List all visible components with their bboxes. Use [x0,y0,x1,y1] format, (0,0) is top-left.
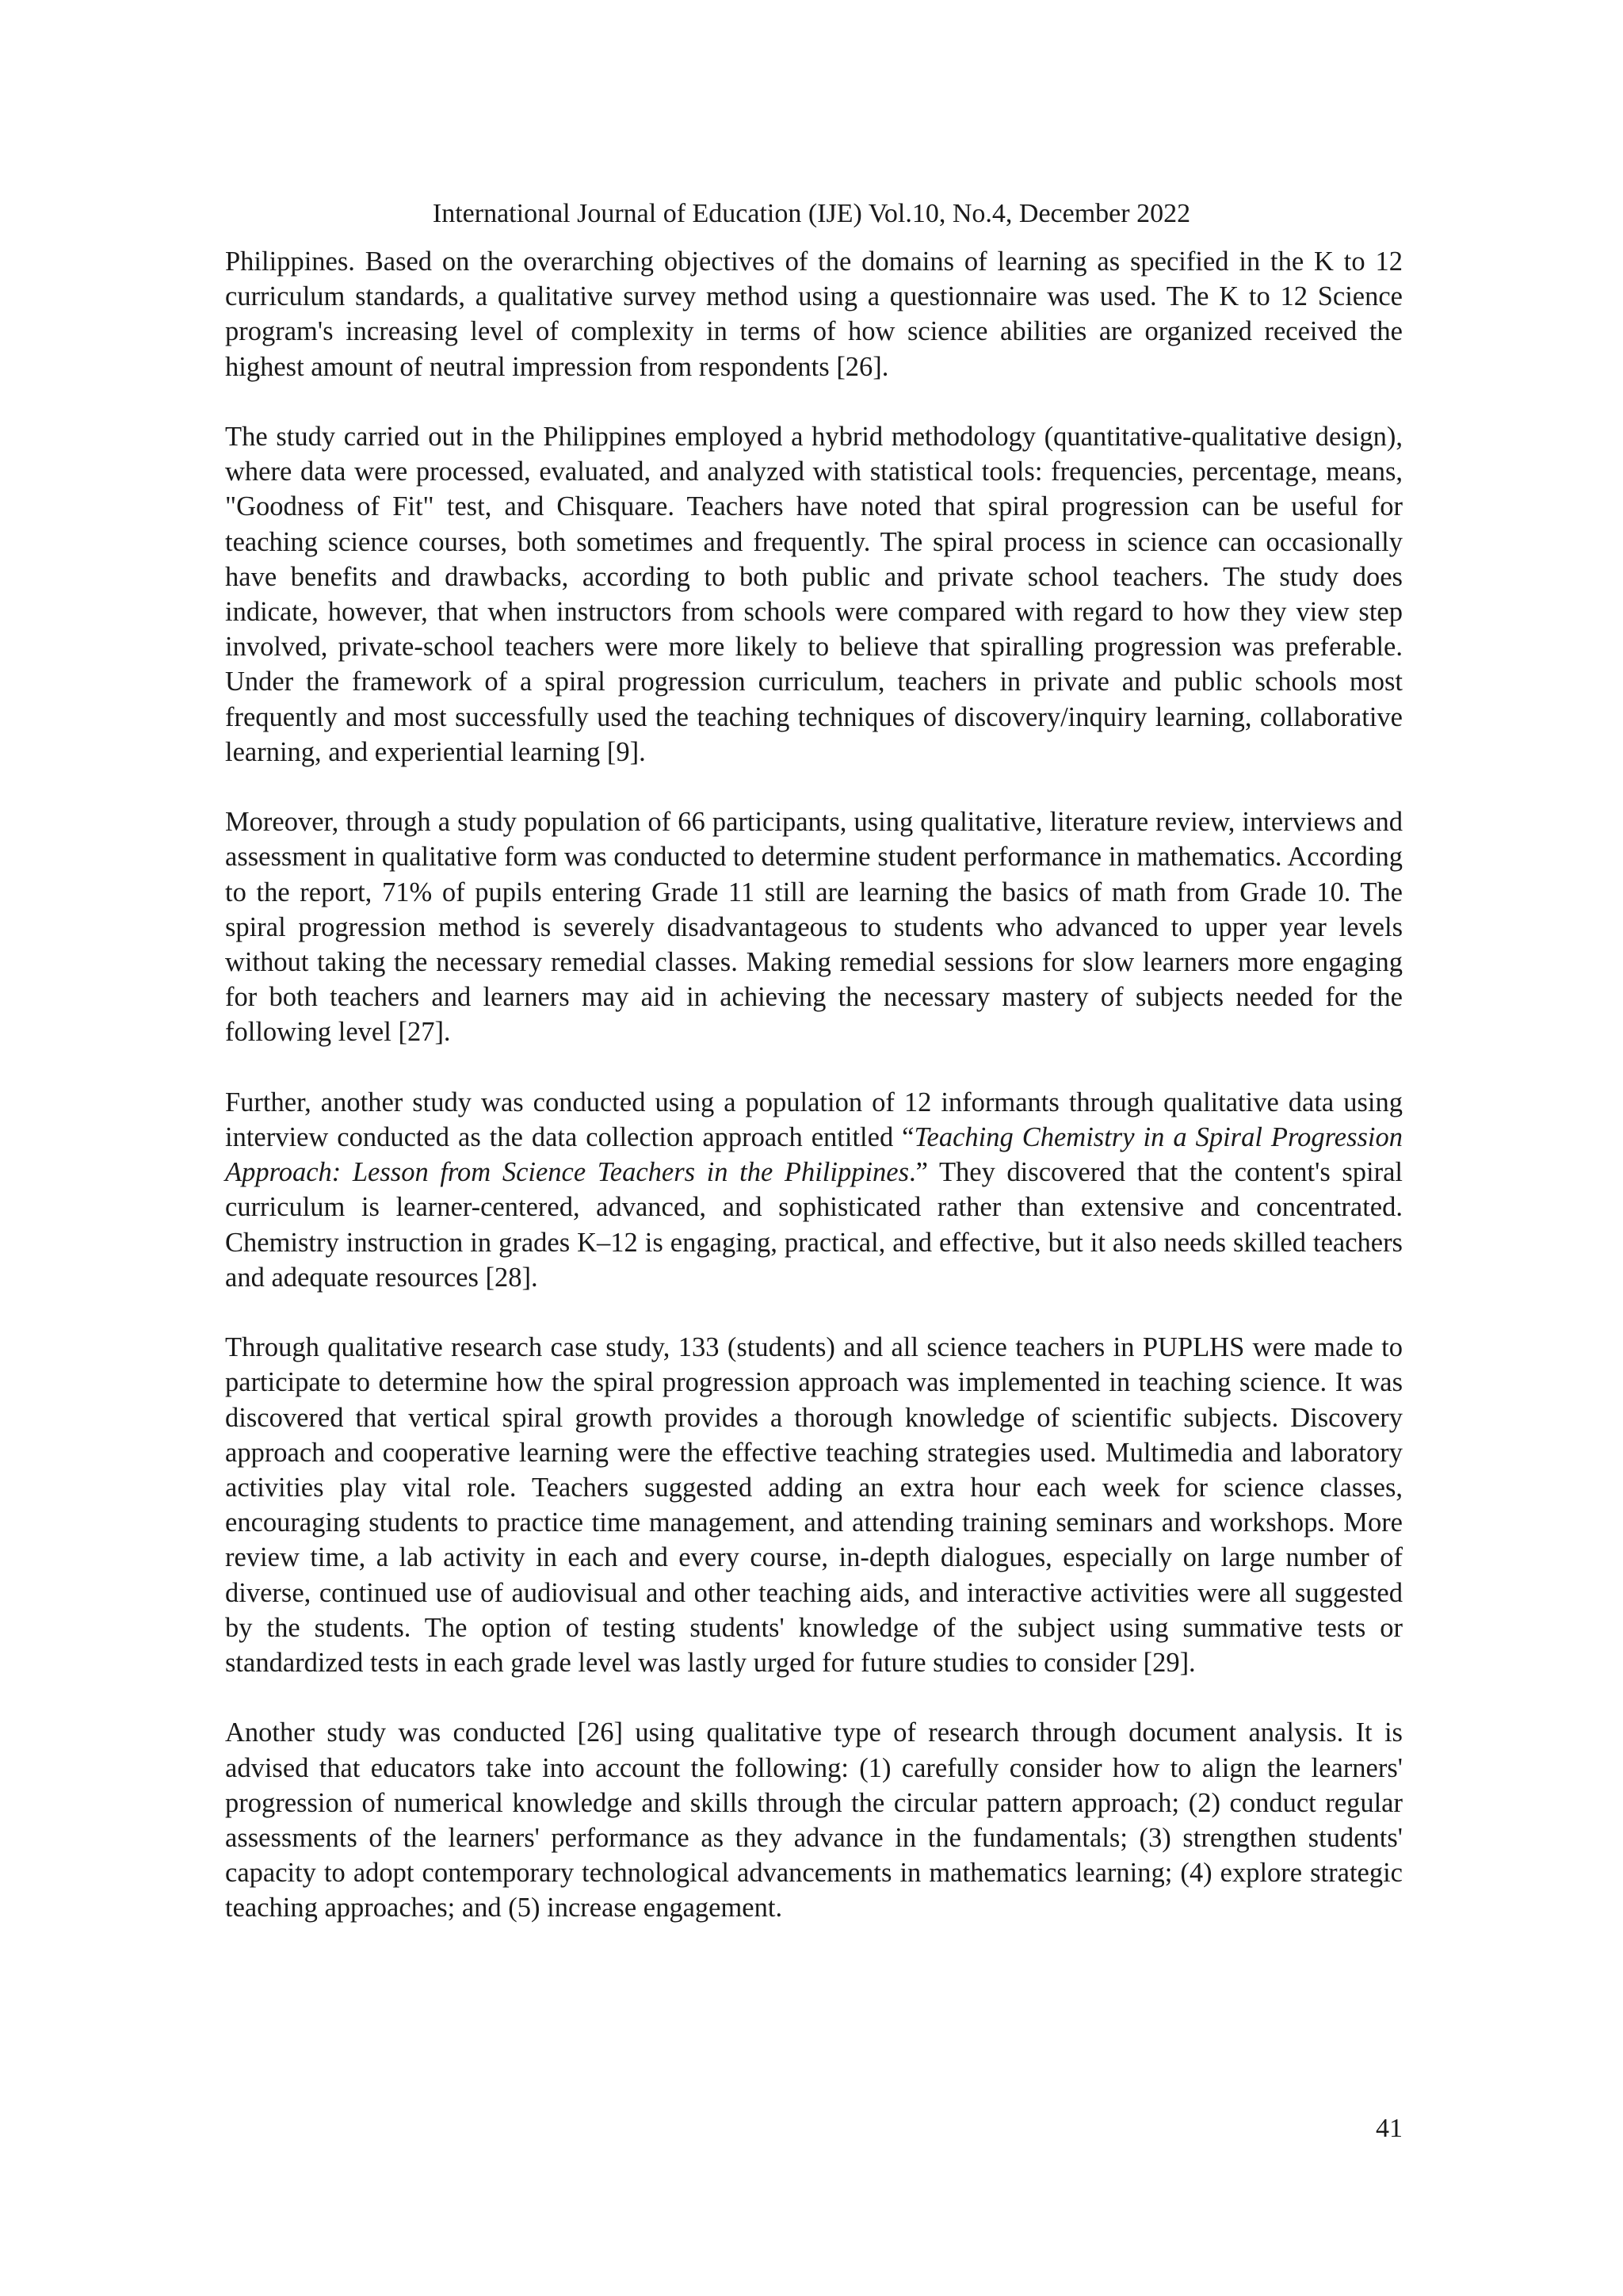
article-body [225,244,1403,1926]
paragraph-6: Another study was conducted [26] using qualitative type of research through document analysis. It is advised that educators take into account the following: (1) carefully consider how to align the learners' progression of numerical knowledge and skills through the circular pattern approach; (2) conduct regular assessments of the learners' performance as they advance in the fundamentals; (3) strengthen students' capacity to adopt contemporary technological advancements in mathematics learning; (4) explore strategic teaching approaches; and (5) increase engagement. [225,1717,1403,1924]
running-header: International Journal of Education (IJE) Vol.10, No.4, December 2022 [432,199,1191,228]
paragraph-4 [225,1085,1403,1295]
page-number: 41 [1376,2114,1403,2143]
paragraph-3: Moreover, through a study population of 66 participants, using qualitative, literature review, interviews and assessment in qualitative form was conducted to determine student performance in mathematics. According to the report, 71% of pupils entering Grade 11 still are learning the basics of math from Grade 10. The spiral progression method is severely disadvantageous to students who advanced to upper year levels without taking the necessary remedial classes. Making remedial sessions for slow learners more engaging for both teachers and learners may aid in achieving the necessary mastery of subjects needed for the following level [27]. [225,807,1403,1048]
paragraph-1: Philippines. Based on the overarching objectives of the domains of learning as specified in the K to 12 curriculum standards, a qualitative survey method using a questionnaire was used. The K to 12 Science program's increasing level of complexity in terms of how science abilities are organized received the highest amount of neutral impression from respondents [26]. [225,246,1403,382]
paragraph-2: The study carried out in the Philippines employed a hybrid methodology (quantitative-qualitative design), where data were processed, evaluated, and analyzed with statistical tools: frequencies, percentage, means, "Goodness of Fit" test, and Chisquare. Teachers have noted that spiral progression can be useful for teaching science courses, both sometimes and frequently. The spiral process in science can occasionally have benefits and drawbacks, according to both public and private school teachers. The study does indicate, however, that when instructors from schools were compared with regard to how they view step involved, private-school teachers were more likely to believe that spiralling progression was preferable. Under the framework of a spiral progression curriculum, teachers in private and public schools most frequently and most successfully used the teaching techniques of discovery/inquiry learning, collaborative learning, and experiential learning [9]. [225,422,1403,767]
paragraph-4-text-after: .” They discovered that the content's spiral curriculum is learner-centered, advanced, and sophisticated rather than extensive and concentrated. Chemistry instruction in grades K–12 is engaging, practical, and effective, but it also needs skilled teachers and adequate resources [28]. [225,1157,1403,1293]
paragraph-5: Through qualitative research case study, 133 (students) and all science teachers in PUPLHS were made to participate to determine how the spiral progression approach was implemented in teaching science. It was discovered that vertical spiral growth provides a thorough knowledge of scientific subjects. Discovery approach and cooperative learning were the effective teaching strategies used. Multimedia and laboratory activities play vital role. Teachers suggested adding an extra hour each week for science classes, encouraging students to practice time management, and attending training seminars and workshops. More review time, a lab activity in each and every course, in-depth dialogues, especially on large number of diverse, continued use of audiovisual and other teaching aids, and interactive activities were all suggested by the students. The option of testing students' knowledge of the subject using summative tests or standardized tests in each grade level was lastly urged for future studies to consider [29]. [225,1332,1403,1679]
paragraph-4-text-before: Further, another study was conducted using a population of 12 informants through qualitative data using interview conducted as the data collection approach entitled “ [225,1087,1403,1153]
cited-study-title: Teaching Chemistry in a Spiral Progression Approach: Lesson from Science Teachers in the Philippines [225,1122,1403,1188]
